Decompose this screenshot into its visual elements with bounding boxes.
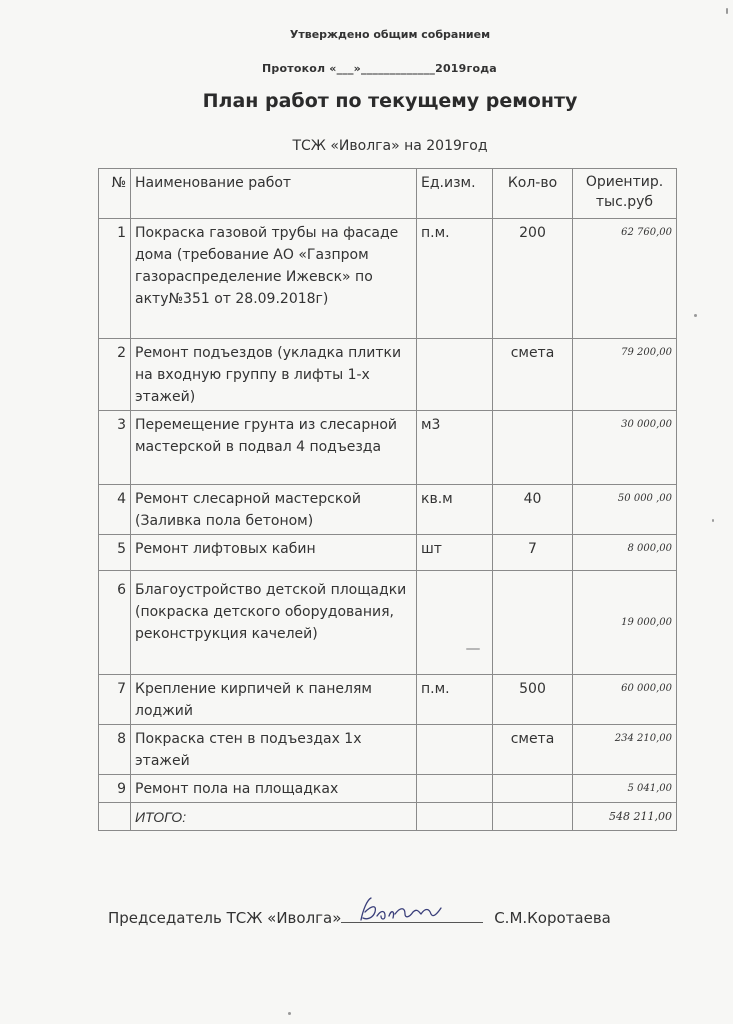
row-quantity: 40 — [493, 485, 573, 535]
table-row — [99, 485, 677, 535]
total-empty-cell — [493, 803, 573, 831]
table-row — [99, 675, 677, 725]
chairman-title: Председатель ТСЖ «Иволга» — [108, 909, 342, 927]
row-price: 234 210,00 — [573, 725, 677, 775]
row-quantity: смета — [493, 339, 573, 411]
scan-speck — [712, 519, 714, 522]
row-price: 60 000,00 — [573, 675, 677, 725]
scan-speck — [726, 8, 728, 14]
row-price: 62 760,00 — [573, 219, 677, 339]
handwritten-signature-icon — [355, 894, 455, 928]
row-price: 50 000 ,00 — [573, 485, 677, 535]
row-price: 8 000,00 — [573, 535, 677, 571]
column-header-name: Наименование работ — [131, 169, 417, 219]
row-unit — [417, 571, 493, 675]
row-unit: п.м. — [417, 219, 493, 339]
table-row — [99, 725, 677, 775]
row-work-name: Ремонт подъездов (укладка плитки на входную группу в лифты 1-х этажей) — [131, 339, 417, 411]
row-unit — [417, 339, 493, 411]
table-row — [99, 339, 677, 411]
scan-speck — [288, 1012, 291, 1015]
row-number: 3 — [99, 411, 131, 485]
row-quantity: 200 — [493, 219, 573, 339]
total-label: ИТОГО: — [131, 803, 417, 831]
row-quantity — [493, 411, 573, 485]
approval-note: Утверждено общим собранием — [289, 28, 491, 41]
table-row — [99, 411, 677, 485]
table-row — [99, 535, 677, 571]
row-work-name: Ремонт пола на площадках — [131, 775, 417, 803]
row-unit: кв.м — [417, 485, 493, 535]
row-work-name: Перемещение грунта из слесарной мастерской в подвал 4 подъезда — [131, 411, 417, 485]
row-unit: шт — [417, 535, 493, 571]
column-header-price: Ориентир. тыс.руб — [573, 169, 677, 219]
row-price: 5 041,00 — [573, 775, 677, 803]
table-header-row — [99, 169, 677, 219]
row-quantity — [493, 775, 573, 803]
row-quantity: смета — [493, 725, 573, 775]
row-number: 7 — [99, 675, 131, 725]
row-number: 4 — [99, 485, 131, 535]
row-number: 6 — [99, 571, 131, 675]
row-unit — [417, 725, 493, 775]
row-quantity: 7 — [493, 535, 573, 571]
document-title: План работ по текущему ремонту — [202, 90, 578, 112]
row-unit — [417, 775, 493, 803]
column-header-number: № — [99, 169, 131, 219]
table-row — [99, 219, 677, 339]
protocol-line: Протокол «___»_____________2019года — [262, 62, 497, 75]
row-price: 79 200,00 — [573, 339, 677, 411]
column-header-quantity: Кол-во — [493, 169, 573, 219]
row-work-name: Покраска газовой трубы на фасаде дома (требование АО «Газпром газораспределение Ижевск» по акту№351 от 28.09.2018г) — [131, 219, 417, 339]
total-empty-cell — [417, 803, 493, 831]
works-table — [98, 168, 677, 831]
table-row — [99, 775, 677, 803]
row-work-name: Ремонт лифтовых кабин — [131, 535, 417, 571]
row-price: 30 000,00 — [573, 411, 677, 485]
row-unit: п.м. — [417, 675, 493, 725]
row-number: 9 — [99, 775, 131, 803]
column-header-unit: Ед.изм. — [417, 169, 493, 219]
row-work-name: Благоустройство детской площадки (покраска детского оборудования, реконструкция качелей) — [131, 571, 417, 675]
row-work-name: Покраска стен в подъездах 1х этажей — [131, 725, 417, 775]
row-quantity — [493, 571, 573, 675]
row-price: 19 000,00 — [573, 571, 677, 675]
row-work-name: Ремонт слесарной мастерской (Заливка пола бетоном) — [131, 485, 417, 535]
document-subtitle: ТСЖ «Иволга» на 2019год — [292, 138, 488, 154]
signature-blank — [341, 906, 483, 923]
scan-smudge — [466, 648, 480, 650]
row-work-name: Крепление кирпичей к панелям лоджий — [131, 675, 417, 725]
signature-line — [108, 906, 611, 927]
row-number: 2 — [99, 339, 131, 411]
row-number: 8 — [99, 725, 131, 775]
row-number: 1 — [99, 219, 131, 339]
total-price: 548 211,00 — [573, 803, 677, 831]
row-unit: м3 — [417, 411, 493, 485]
chairman-name: С.М.Коротаева — [494, 909, 611, 927]
total-row — [99, 803, 677, 831]
total-empty-cell — [99, 803, 131, 831]
row-number: 5 — [99, 535, 131, 571]
row-quantity: 500 — [493, 675, 573, 725]
table-row — [99, 571, 677, 675]
scan-speck — [694, 314, 697, 317]
